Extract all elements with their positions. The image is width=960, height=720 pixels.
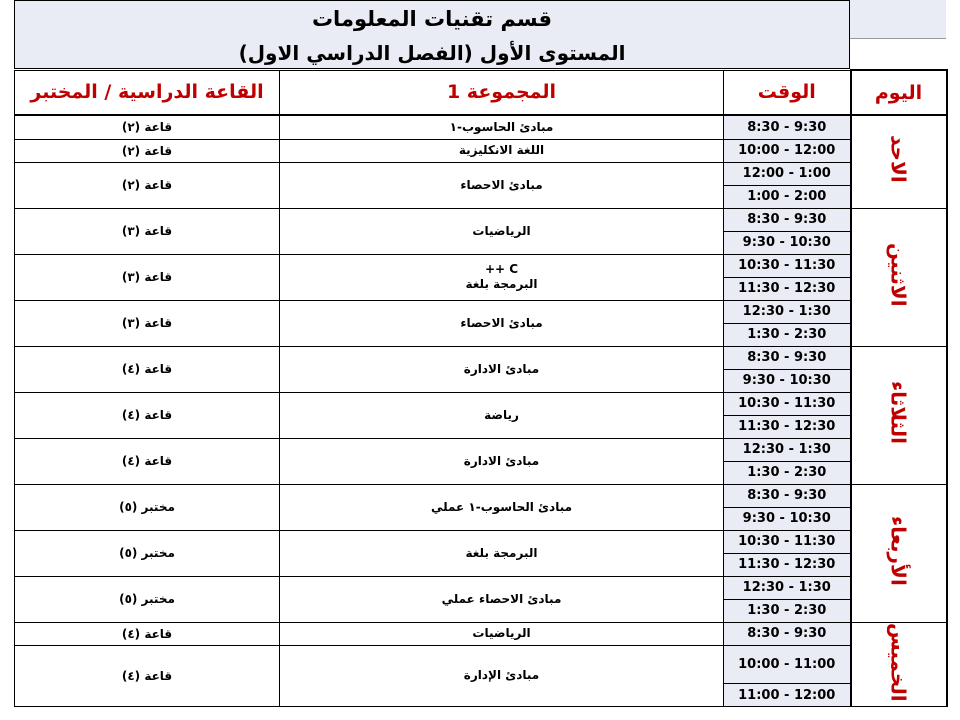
table-row [15,208,947,231]
day-label: الأربعاء [886,515,911,586]
time-cell: 10:30 - 11:30 [724,392,851,415]
table-row [15,139,947,162]
room-cell: قاعة (٤) [15,346,280,392]
day-label: الخميس [886,622,911,702]
time-cell: 12:00 - 1:00 [724,162,851,185]
time-cell: 12:30 - 1:30 [724,300,851,323]
subject-cell: مبادئ الحاسوب-١ عملي [280,484,724,530]
header-corner [850,0,946,39]
room-cell: قاعة (٤) [15,392,280,438]
time-cell: 10:30 - 11:30 [724,530,851,553]
time-cell: 9:30 - 10:30 [724,369,851,392]
time-cell: 11:30 - 12:30 [724,277,851,300]
time-cell: 1:00 - 2:00 [724,185,851,208]
table-row [15,438,947,461]
room-cell: قاعة (٤) [15,438,280,484]
page-title: قسم تقنيات المعلومات [311,7,553,31]
time-cell: 8:30 - 9:30 [724,208,851,231]
room-cell: مختبر (٥) [15,530,280,576]
room-cell: قاعة (٢) [15,162,280,208]
subject-cell: مبادئ الادارة [280,346,724,392]
room-cell: قاعة (٣) [15,254,280,300]
day-cell-monday [851,208,947,346]
time-cell: 9:30 - 10:30 [724,507,851,530]
subject-cell [280,254,724,300]
page-subtitle: المستوى الأول (الفصل الدراسي الاول) [238,41,626,65]
time-cell: 11:30 - 12:30 [724,553,851,576]
time-cell: 10:00 - 12:00 [724,139,851,162]
room-cell: قاعة (٢) [15,115,280,139]
time-cell: 11:30 - 12:30 [724,415,851,438]
room-cell: قاعة (٤) [15,622,280,645]
header-row [15,70,947,115]
page-header [14,0,850,69]
column-header-room: القاعة الدراسية / المختبر [15,70,280,115]
room-cell: قاعة (٢) [15,139,280,162]
day-cell-sunday [851,115,947,208]
time-cell: 12:30 - 1:30 [724,576,851,599]
table-row [15,162,947,185]
room-cell: قاعة (٤) [15,645,280,707]
subject-cell: البرمجة بلغة [280,530,724,576]
table-row [15,346,947,369]
subject-cell: مبادئ الادارة [280,438,724,484]
subject-cell: الرياضيات [280,208,724,254]
time-cell: 8:30 - 9:30 [724,622,851,645]
room-cell: مختبر (٥) [15,484,280,530]
subject-cell: مبادئ الاحصاء [280,162,724,208]
subject-cell: رياضة [280,392,724,438]
day-label: الاحد [886,135,911,184]
subject-cell: مبادئ الإدارة [280,645,724,707]
table-row [15,645,947,684]
table-row [15,254,947,277]
table-row [15,530,947,553]
time-cell: 8:30 - 9:30 [724,484,851,507]
table-row [15,576,947,599]
time-cell: 9:30 - 10:30 [724,231,851,254]
table-row [15,484,947,507]
column-header-group: المجموعة 1 [280,70,724,115]
subject-cell: الرياضيات [280,622,724,645]
day-cell-tuesday [851,346,947,484]
table-row [15,115,947,139]
table-row [15,392,947,415]
time-cell: 1:30 - 2:30 [724,461,851,484]
subject-cell: مبادئ الاحصاء عملي [280,576,724,622]
subject-cell: مبادئ الحاسوب-١ [280,115,724,139]
day-cell-wednesday [851,484,947,622]
column-header-time: الوقت [724,70,851,115]
day-label: الاثنين [886,242,911,307]
column-header-day: اليوم [851,70,947,115]
schedule-table [14,69,948,707]
time-cell: 11:00 - 12:00 [724,684,851,707]
time-cell: 1:30 - 2:30 [724,323,851,346]
subject-cell: اللغة الانكليزية [280,139,724,162]
day-cell-thursday [851,622,947,707]
time-cell: 8:30 - 9:30 [724,115,851,139]
room-cell: قاعة (٣) [15,208,280,254]
time-cell: 8:30 - 9:30 [724,346,851,369]
day-label: الثلاثاء [886,381,911,444]
time-cell: 12:30 - 1:30 [724,438,851,461]
subject-line: C ++ [484,262,519,276]
subject-line: البرمجة بلغة [465,277,538,291]
time-cell: 10:30 - 11:30 [724,254,851,277]
room-cell: مختبر (٥) [15,576,280,622]
table-row [15,300,947,323]
time-cell: 1:30 - 2:30 [724,599,851,622]
table-row [15,622,947,645]
time-cell: 10:00 - 11:00 [724,645,851,684]
subject-cell: مبادئ الاحصاء [280,300,724,346]
room-cell: قاعة (٣) [15,300,280,346]
